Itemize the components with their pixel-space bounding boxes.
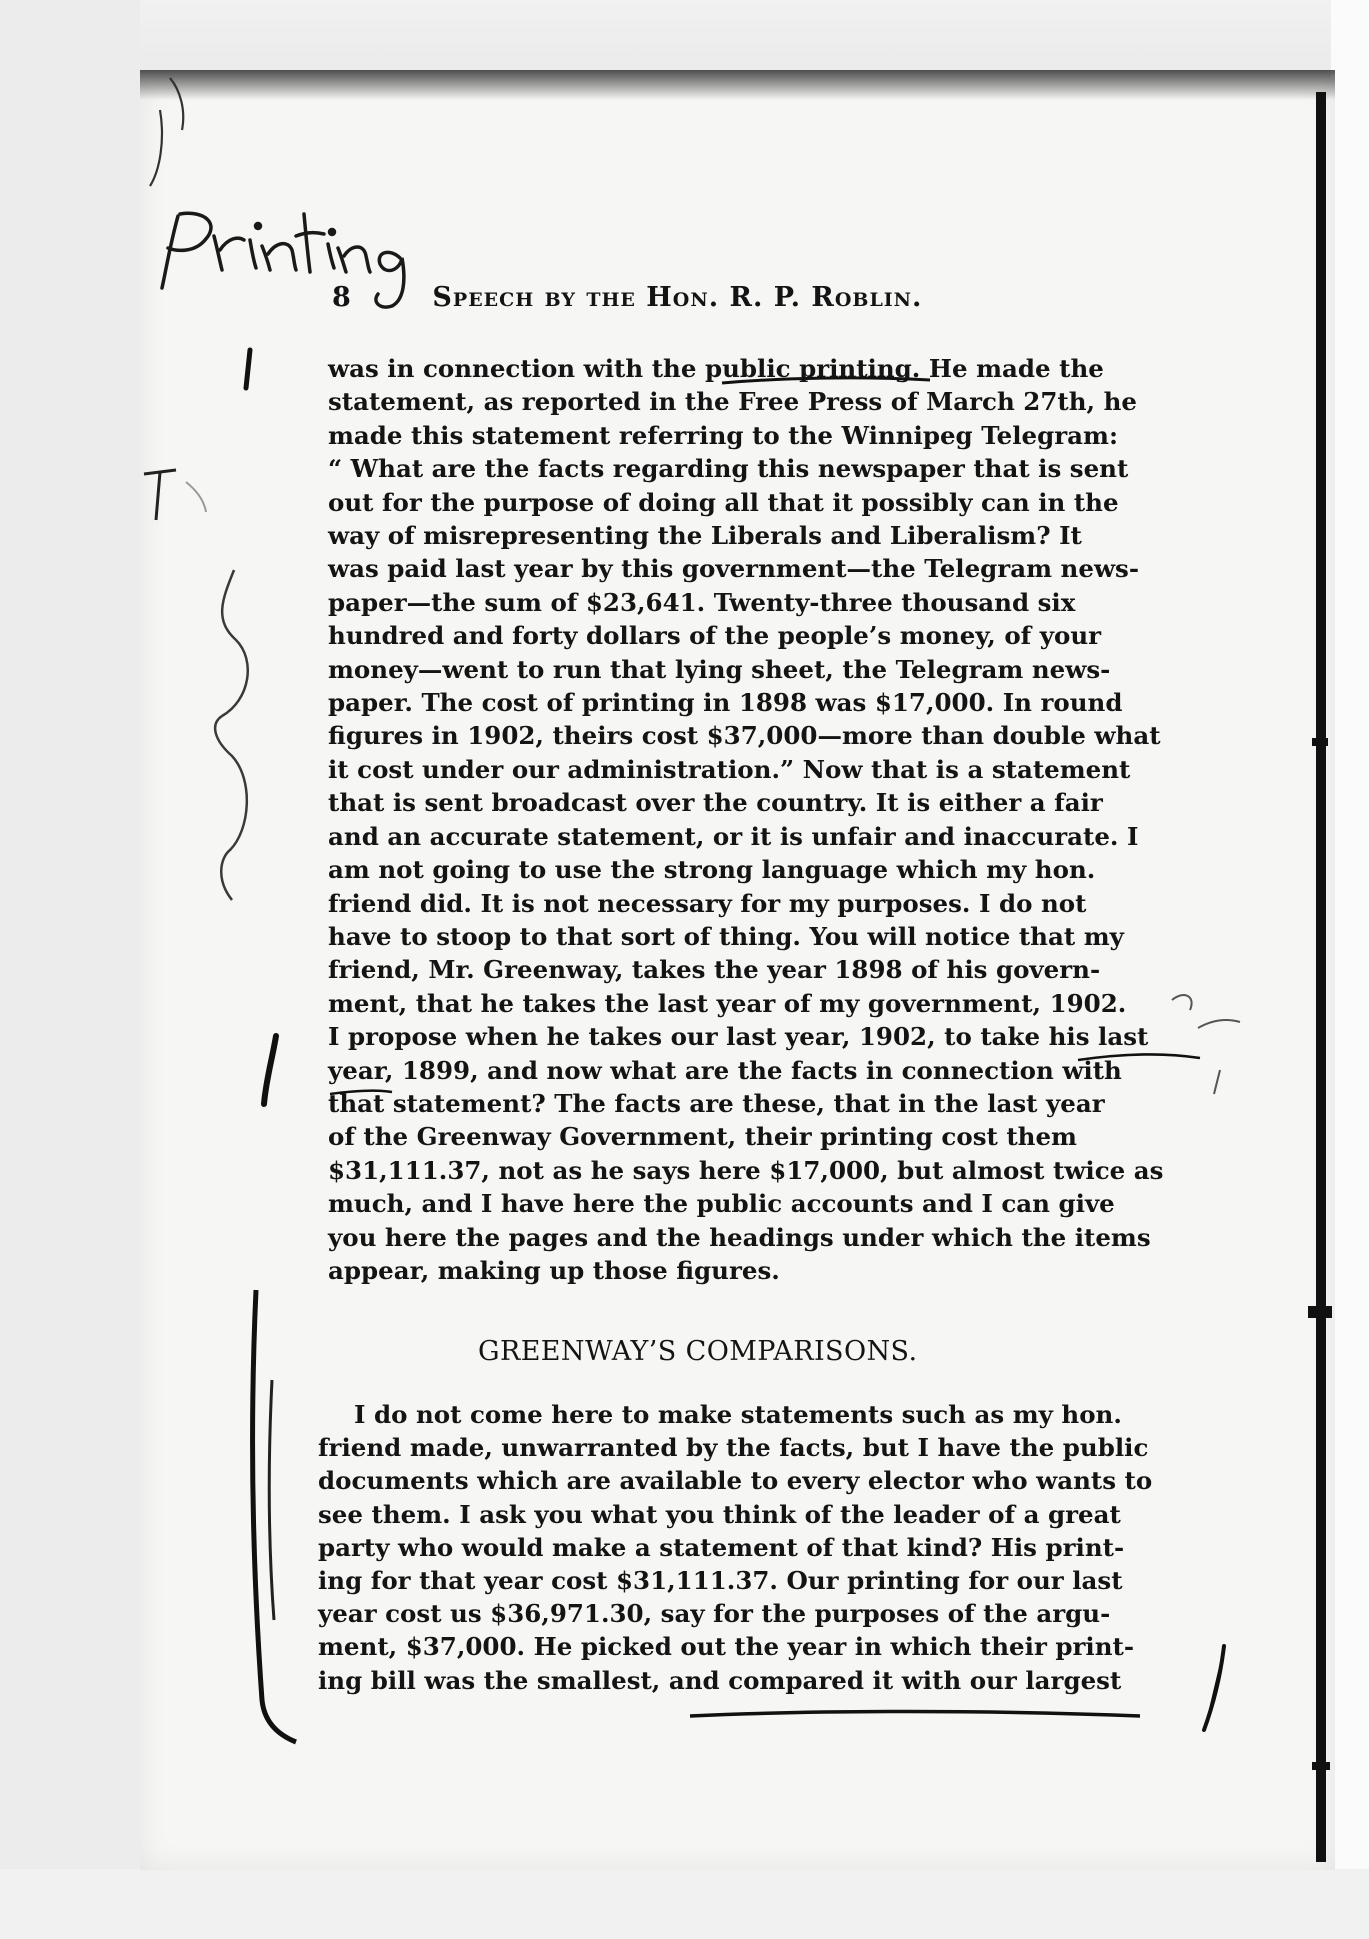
section-line: ment, $37,000. He picked out the year in which their print- [318, 1632, 1135, 1662]
section-line: ing for that year cost $31,111.37. Our printing for our last [318, 1566, 1123, 1596]
running-header [332, 282, 1052, 313]
body-line: “ What are the facts regarding this newspaper that is sent [328, 454, 1129, 484]
body-line: it cost under our administration.” Now that is a statement [328, 754, 1131, 784]
body-line: friend, Mr. Greenway, takes the year 1898 of his govern- [328, 955, 1101, 985]
body-line: was paid last year by this government—the Telegram news- [328, 554, 1140, 584]
body-line: paper. The cost of printing in 1898 was $17,000. In round [328, 688, 1123, 718]
body-line: figures in 1902, theirs cost $37,000—more than double what [328, 721, 1161, 751]
body-line: am not going to use the strong language which my hon. [328, 855, 1096, 885]
body-text [328, 352, 1164, 1287]
body-line: ment, that he takes the last year of my government, 1902. [328, 988, 1127, 1018]
section-heading: GREENWAY’S COMPARISONS. [478, 1336, 918, 1367]
page-number: 8 [332, 282, 352, 313]
section-line: I do not come here to make statements such as my hon. [354, 1400, 1122, 1429]
body-line: much, and I have here the public accounts and I can give [328, 1189, 1115, 1219]
scan-right-margin [1331, 0, 1369, 1939]
body-line: that statement? The facts are these, that in the last year [328, 1088, 1105, 1118]
section-line: year cost us $36,971.30, say for the purposes of the argu- [318, 1599, 1111, 1629]
body-line: way of misrepresenting the Liberals and Liberalism? It [328, 521, 1082, 551]
body-line: made this statement referring to the Winnipeg Telegram: [328, 420, 1119, 450]
section-line: ing bill was the smallest, and compared it with our largest [318, 1665, 1122, 1695]
body-line: year, 1899, and now what are the facts in connection with [328, 1055, 1122, 1085]
body-line: was in connection with the public printing. He made the [328, 354, 1104, 383]
body-line: and an accurate statement, or it is unfair and inaccurate. I [328, 821, 1139, 851]
body-line: hundred and forty dollars of the people’s money, of your [328, 621, 1102, 651]
body-line: friend did. It is not necessary for my purposes. I do not [328, 888, 1087, 918]
body-line: appear, making up those figures. [328, 1255, 780, 1285]
section-line: documents which are available to every elector who wants to [318, 1466, 1153, 1496]
body-line: money—went to run that lying sheet, the Telegram news- [328, 654, 1111, 684]
section-line: friend made, unwarranted by the facts, but I have the public [318, 1433, 1149, 1463]
header-title: Speech by the Hon. R. P. Roblin. [432, 282, 923, 313]
section-line: party who would make a statement of that kind? His print- [318, 1532, 1125, 1562]
scan-left-margin [0, 0, 140, 1939]
binding-shadow [140, 70, 1335, 100]
page-edge-rule [1316, 92, 1326, 1862]
body-line: $31,111.37, not as he says here $17,000, but almost twice as [328, 1155, 1164, 1185]
scan-bottom-margin [0, 1869, 1369, 1939]
section-body-text [318, 1398, 1153, 1697]
body-line: you here the pages and the headings under which the items [328, 1222, 1151, 1252]
body-line: that is sent broadcast over the country. It is either a fair [328, 788, 1103, 818]
body-line: I propose when he takes our last year, 1902, to take his last [328, 1022, 1149, 1052]
body-line: paper—the sum of $23,641. Twenty-three thousand six [328, 587, 1076, 617]
section-line: see them. I ask you what you think of the leader of a great [318, 1499, 1121, 1529]
body-line: have to stoop to that sort of thing. You will notice that my [328, 921, 1124, 951]
body-line: of the Greenway Government, their printing cost them [328, 1122, 1077, 1152]
body-line: statement, as reported in the Free Press of March 27th, he [328, 387, 1137, 417]
body-line: out for the purpose of doing all that it possibly can in the [328, 487, 1119, 517]
